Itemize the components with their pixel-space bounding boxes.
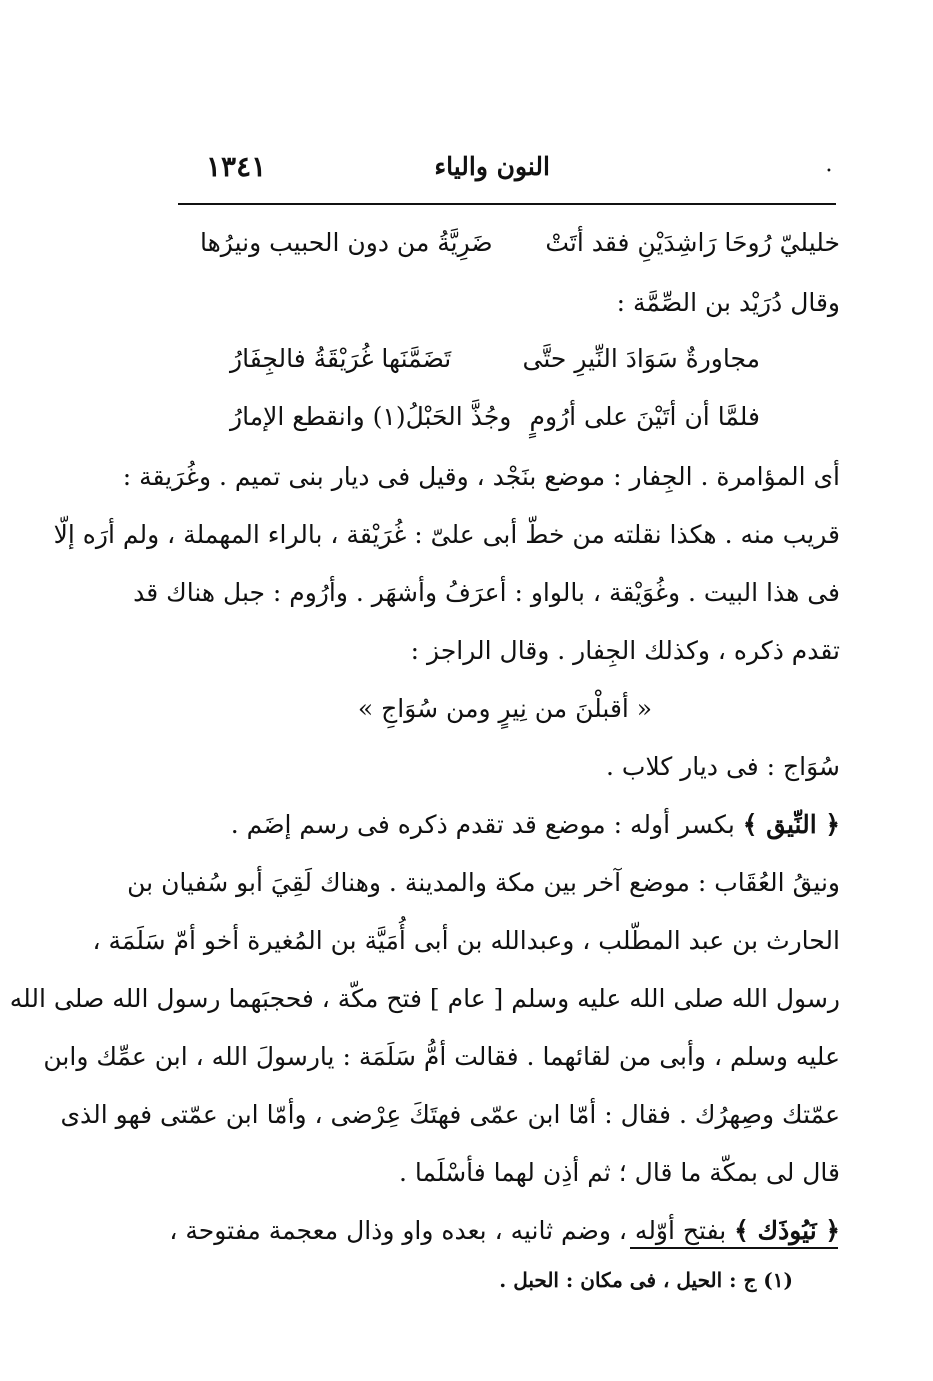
line-text: الحارث بن عبد المطّلب ، وعبدالله بن أبى أُمَيَّة بن المُغيرة أخو أمّ سَلَمَة ، <box>92 926 840 955</box>
line-text: عمّتك وصِهرُك . فقال : أمّا ابن عمّى فهتَكَ عِرْضى ، وأمّا ابن عمّتى فهو الذى <box>60 1100 840 1129</box>
line-text: قال لى بمكّة ما قال ؛ ثم أذِن لهما فأسْلَما . <box>398 1158 840 1187</box>
footnote-rule <box>630 1247 838 1249</box>
header-rule <box>178 203 836 205</box>
text-line <box>170 628 840 686</box>
line-text: تقدم ذكره ، وكذلك الجِفار . وقال الراجز : <box>410 636 840 665</box>
page-number: ١٣٤١ <box>206 150 267 183</box>
verse-line <box>170 396 840 454</box>
entry-line <box>170 802 840 860</box>
line-text: بفتح أوّله ، وضم ثانيه ، بعده واو وذال معجمة مفتوحة ، <box>169 1216 735 1245</box>
text-line <box>53 512 840 570</box>
verse-line <box>170 222 840 280</box>
verse-second-hemistich: ضَرِيَّةُ من دون الحبيب ونيرُها <box>200 228 493 257</box>
text-line <box>127 860 840 918</box>
line-text: سُوَاج : فى ديار كلاب . <box>606 752 840 781</box>
line-text: رسول الله صلى الله عليه وسلم [ عام ] فتح مكّة ، فحجبَهما رسول الله صلى الله <box>9 984 840 1013</box>
verse-second-hemistich: تَضَمَّنَها غُرَيْقَةُ فالجِفَارُ <box>230 344 452 373</box>
text-line <box>60 1092 840 1150</box>
text-line <box>170 686 840 744</box>
verse-first-hemistich: مجاورةٌ سَوَادَ النِّيرِ حتَّى <box>522 344 760 373</box>
line-text: وقال دُرَيْد بن الصِّمَّة : <box>616 288 840 317</box>
page-header <box>178 148 838 188</box>
line-text: عليه وسلم ، وأبى من لقائهما . فقالت أمُّ سَلَمَة : يارسولَ الله ، ابن عمِّك وابن <box>43 1042 840 1071</box>
entry-headword: ﴿ نَيُوذَك ﴾ <box>734 1216 840 1245</box>
header-dot: • <box>826 166 832 177</box>
line-text: أى المؤامرة . الجِفار : موضع بنَجْد ، وقيل فى ديار بنى تميم . وغُرَيقة : <box>122 462 840 491</box>
text-line <box>43 1034 840 1092</box>
line-text: قريب منه . هكذا نقلته من خطّ أبى علىّ : غُرَيْقة ، بالراء المهملة ، ولم أرَه إلّا <box>53 520 840 549</box>
running-title: النون والياء <box>434 152 550 181</box>
verse-first-hemistich: فلمَّا أن أتَيْنَ على أرُومٍ <box>529 402 760 431</box>
text-line <box>9 976 840 1034</box>
text-line <box>133 570 840 628</box>
entry-headword: ﴿ النِّيق ﴾ <box>742 810 840 839</box>
verse-first-hemistich: خليليّ رُوحَا رَاشِدَيْنِ فقد أتَتْ <box>545 228 840 257</box>
page-body <box>9 222 840 1266</box>
text-line <box>122 454 840 512</box>
line-text: « أقبلْنَ من نِيرٍ ومن سُوَاجِ » <box>357 694 653 723</box>
footnote: (١) ج : الحيل ، فى مكان : الحبل . <box>499 1268 793 1292</box>
verse-second-hemistich: وجُذَّ الحَبْلُ(١) وانقطع الإمارُ <box>230 402 512 431</box>
verse-line <box>170 338 840 396</box>
entry-line <box>170 1208 840 1266</box>
text-line <box>170 744 840 802</box>
line-text: ونيقُ العُقَاب : موضع آخر بين مكة والمدينة . وهناك لَقِيَ أبو سُفيان بن <box>127 868 840 897</box>
text-line <box>92 918 840 976</box>
text-line <box>170 1150 840 1208</box>
line-text: بكسر أوله : موضع قد تقدم ذكره فى رسم إضَم . <box>230 810 743 839</box>
text-line <box>170 280 840 338</box>
line-text: فى هذا البيت . وغُوَيْقة ، بالواو : أعرَفُ وأشهَر . وأرُوم : جبل هناك قد <box>133 578 840 607</box>
